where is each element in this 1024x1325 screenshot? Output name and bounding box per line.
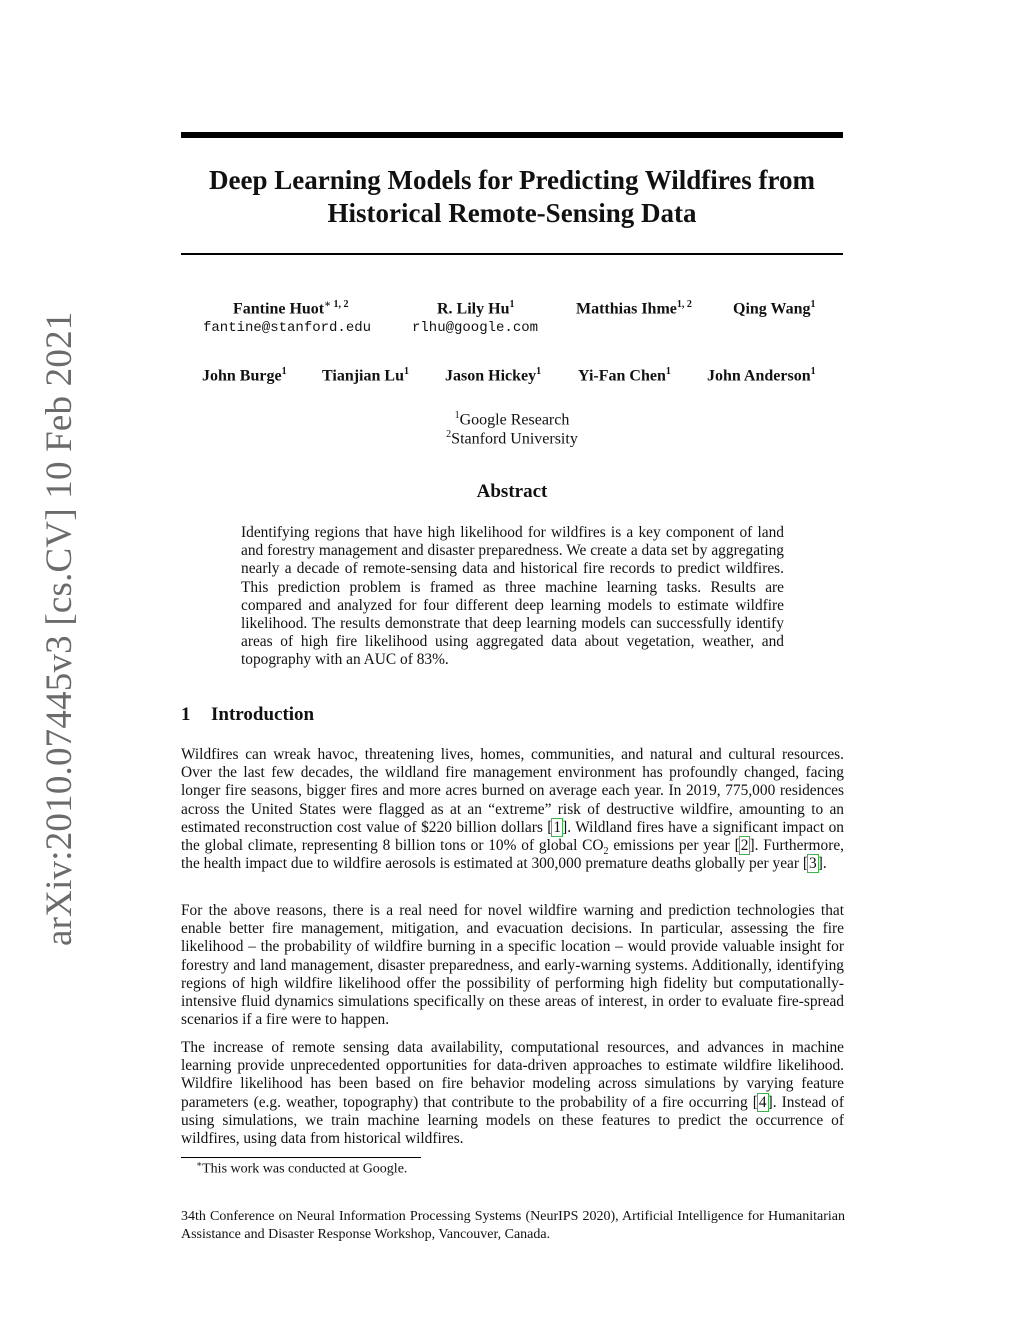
author-name: Qing Wang$^1$ [733,299,816,318]
venue-note: 34th Conference on Neural Information Processing Systems (NeurIPS 2020), Artificial Intelligence for Humanitarian Assistance and Disaster Response Workshop, Vancouver, Canada. [181,1209,845,1242]
author-name: Matthias Ihme$^{1, 2}$ [576,299,692,318]
arxiv-identifier: arXiv:2010.07445v3 [cs.CV] 10 Feb 2021 [39,311,80,946]
author-email: rlhu@google.com [412,320,539,336]
intro-paragraph-2: For the above reasons, there is a real need for novel wildfire warning and prediction technologies that enable better fire management, mitigation, and evacuation decisions. In particular, assessing the fire likelihood – the probability of wildfire burning in a specific location – would provide valuable insight for forestry and land management, disaster preparedness, and early-warning systems. Additionally, identifying regions of high wildfire likelihood offer the possibility of performing high fidelity but computationally-intensive fluid dynamics simulations specifically on these areas of interest, in order to evaluate fire-spread scenarios if a fire were to happen. [181,902,844,1029]
author-name: R. Lily Hu$^1$ [437,299,515,318]
author-name: Tianjian Lu$^1$ [322,366,409,385]
citation-link[interactable]: 2 [740,837,749,855]
affiliation: $^2$Stanford University [446,429,578,448]
intro-paragraph-3: The increase of remote sensing data availability, computational resources, and advances in machine learning provide unprecedented opportunities for data-driven approaches to estimate wildfire likelihood. Wildfire likelihood has been based on fire behavior modeling across simulations by varying feature parameters (e.g. weather, topography) that contribute to the probability of a fire occurring [4]. Instead of using simulations, we train machine learning models on these features to predict the occurrence of wildfires, using data from historical wildfires. [181,1039,844,1148]
title-line-1: Deep Learning Models for Predicting Wildfires from [209,165,815,195]
intro-paragraph-1: Wildfires can wreak havoc, threatening lives, homes, communities, and natural and cultural resources. Over the last few decades, the wildland fire management environment has profoundly changed, facing longer fire seasons, bigger fires and more acres burned on average each year. In 2019, 775,000 residences across the United States were flagged as at an “extreme” risk of destructive wildfire, amounting to an estimated reconstruction cost value of $220 billion dollars [1]. Wildland fires have a significant impact on the global climate, representing 8 billion tons or 10% of global $CO_2$ emissions per year [2]. Furthermore, the health impact due to wildfire aerosols is estimated at 300,000 premature deaths globally per year [3]. [181,746,845,873]
author-name: John Burge$^1$ [202,366,287,385]
footnote: ∗This work was conducted at Google. [196,1159,408,1177]
author-name: Fantine Huot$^{∗ 1, 2}$ [233,299,349,318]
section-title: Introduction [211,704,315,725]
author-name: Yi-Fan Chen$^1$ [578,366,671,385]
author-name: Jason Hickey$^1$ [445,366,542,385]
footnote-rule [181,1157,421,1158]
affiliation: $^1$Google Research [454,410,570,429]
section-number: 1 [181,704,191,725]
author-email: fantine@stanford.edu [203,320,372,336]
title-bottom-rule [181,253,843,255]
title-line-2: Historical Remote-Sensing Data [327,198,697,228]
citation-link[interactable]: 3 [808,855,817,873]
abstract-text: Identifying regions that have high likelihood for wildfires is a key component of land and forestry management and disaster preparedness. We create a data set by aggregating nearly a decade of remote-sensing data and historical fire records to predict wildfires. This prediction problem is framed as three machine learning tasks. Results are compared and analyzed for four different deep learning models to estimate wildfire likelihood. The results demonstrate that deep learning models can successfully identify areas of high fire likelihood using aggregated data about vegetation, weather, and topography with an AUC of 83%. [241,524,784,669]
citation-link[interactable]: 4 [758,1093,767,1111]
section-heading [181,704,314,726]
author-name: John Anderson$^1$ [707,366,816,385]
abstract-heading: Abstract [476,481,548,502]
citation-link[interactable]: 1 [553,818,562,836]
paper-title [150,164,874,230]
title-top-rule [181,132,843,138]
